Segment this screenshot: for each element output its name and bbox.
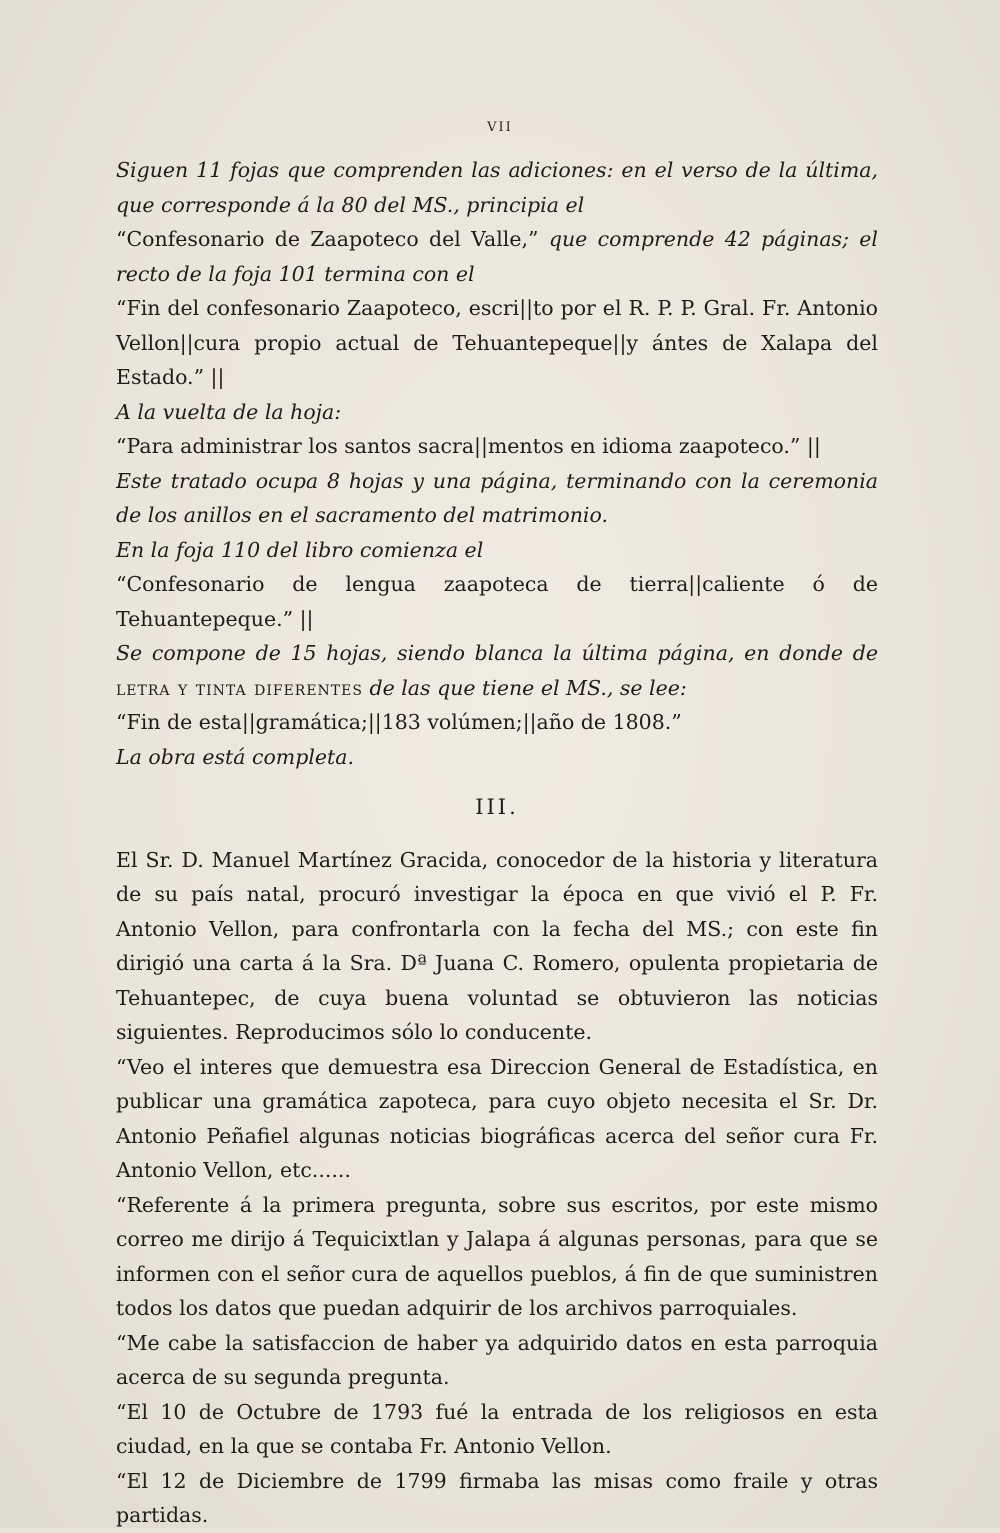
body-text — [116, 153, 878, 1533]
paragraph: “Me cabe la satisfaccion de haber ya adquirido datos en esta parroquia acerca de su segunda pregunta. — [116, 1330, 878, 1389]
italic-note: que comprende 42 páginas; el recto de la foja 101 termina con el — [116, 227, 878, 286]
paragraph: “Para administrar los santos sacra||mentos en idioma zaapoteco.” || — [116, 434, 821, 458]
paragraph: “Veo el interes que demuestra esa Direccion General de Estadística, en publicar una gramática zapoteca, para cuyo objeto necesita el Sr. Dr. Antonio Peñafiel algunas noticias biográficas acerca del señor cura Fr. Antonio Vellon, etc...... — [116, 1054, 878, 1182]
italic-note: Se compone de 15 hojas, siendo blanca la última página, en donde de — [116, 641, 878, 665]
paragraph: “Referente á la primera pregunta, sobre sus escritos, por este mismo correo me dirijo á Tequicixtlan y Jalapa á algunas personas, para que se informen con el señor cura de aquellos pueblos, á fin de que suministren todos los datos que puedan adquirir de los archivos parroquiales. — [116, 1192, 878, 1320]
paragraph: En la foja 110 del libro comienza el — [116, 537, 484, 562]
quoted-title: “Confesonario de Zaapoteco del Valle,” — [116, 227, 539, 251]
paragraph: Este tratado ocupa 8 hojas y una página, terminando con la ceremonia de los anillos en el sacramento del matrimonio. — [116, 468, 878, 527]
paragraph: La obra está completa. — [116, 744, 355, 769]
paragraph: “Fin de esta||gramática;||183 volúmen;||año de 1808.” — [116, 710, 682, 734]
paragraph — [116, 222, 878, 291]
paragraph: “Confesonario de lengua zaapoteca de tierra||caliente ó de Tehuantepeque.” || — [116, 572, 878, 631]
section-heading: III. — [475, 795, 519, 819]
italic-note: de las que tiene el MS., se lee: — [369, 675, 687, 700]
paragraph: “El 10 de Octubre de 1793 fué la entrada de los religiosos en esta ciudad, en la que se contaba Fr. Antonio Vellon. — [116, 1399, 878, 1458]
paragraph: El Sr. D. Manuel Martínez Gracida, conocedor de la historia y literatura de su país natal, procuró investigar la época en que vivió el P. Fr. Antonio Vellon, para confrontarla con la fecha del MS.; con este fin dirigió una carta á la Sra. Dª Juana C. Romero, opulenta propietaria de Tehuantepec, de cuya buena voluntad se obtuvieron las noticias siguientes. Reproducimos sólo lo conducente. — [116, 847, 878, 1044]
paragraph: “El 12 de Diciembre de 1799 firmaba las misas como fraile y otras partidas. — [116, 1468, 878, 1527]
paragraph: Siguen 11 fojas que comprenden las adiciones: en el verso de la última, que corresponde á la 80 del MS., principia el — [116, 158, 878, 217]
page-number: VII — [487, 120, 513, 135]
paragraph — [116, 636, 878, 705]
small-caps-text: letra y tinta diferentes — [116, 675, 363, 700]
paragraph: “Fin del confesonario Zaapoteco, escri||to por el R. P. P. Gral. Fr. Antonio Vellon||cura propio actual de Tehuantepeque||y ántes de Xalapa del Estado.” || — [116, 296, 878, 389]
paragraph: A la vuelta de la hoja: — [116, 399, 342, 424]
